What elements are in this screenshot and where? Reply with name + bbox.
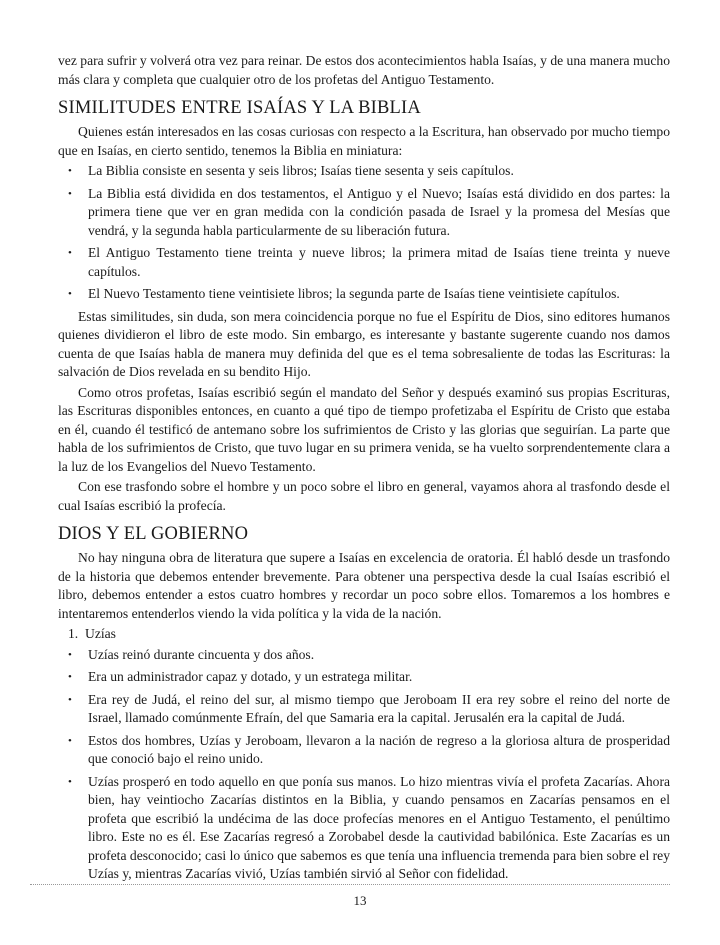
- list-item: • Era un administrador capaz y dotado, y un estratega militar.: [58, 668, 670, 687]
- page-number: 13: [353, 893, 367, 908]
- paragraph: No hay ninguna obra de literatura que supere a Isaías en excelencia de oratoria. Él habló desde un trasfondo de la historia que debemos entender brevemente. Para obtener una perspectiva desde la cual Isaías escribió el libro, debemos entender a estos cuatro hombres y recordar un poco sobre ellos. Tomaremos a los hombres e intentaremos entenderlos viendo la vida política y la vida de la nación.: [58, 550, 670, 621]
- bullet-icon: •: [68, 165, 72, 177]
- bullet-icon: •: [68, 288, 72, 300]
- list-item: • La Biblia está dividida en dos testamentos, el Antiguo y el Nuevo; Isaías está dividido en dos partes: la primera tiene que ver en gran medida con la condición pasada de Israel y la promesa del Mesías que vendrá, y la segunda habla particularmente de su liberación futura.: [68, 185, 670, 238]
- list-item: • Era rey de Judá, el reino del sur, al mismo tiempo que Jeroboam II era rey sobre el reino del norte de Israel, llamado comúnmente Efraín, del que Samaria era la capital. Jerusalén era la capital de Judá.: [68, 691, 670, 725]
- list-item: • Estos dos hombres, Uzías y Jeroboam, llevaron a la nación de regreso a la gloriosa altura de prosperidad que conoció bajo el reino unido.: [68, 732, 670, 766]
- section-heading-dios-gobierno: DIOS Y EL GOBIERNO: [58, 524, 249, 544]
- bullet-icon: •: [68, 671, 72, 683]
- list-item: • La Biblia consiste en sesenta y seis libros; Isaías tiene sesenta y seis capítulos.: [58, 162, 670, 181]
- paragraph: Quienes están interesados en las cosas curiosas con respecto a la Escritura, han observado por mucho tiempo que en Isaías, en cierto sentido, tenemos la Biblia en miniatura:: [58, 124, 670, 158]
- section-heading-similitudes: SIMILITUDES ENTRE ISAÍAS Y LA BIBLIA: [58, 98, 421, 118]
- paragraph: Estas similitudes, sin duda, son mera coincidencia porque no fue el Espíritu de Dios, sino editores humanos quienes dividieron el libro de este modo. Sin embargo, es interesante y bastante sugerente cuando nos damos cuenta de que Isaías habla de manera muy definida del que es el tema sobresaliente de todas las Escrituras: la salvación de Dios revelada en su bendito Hijo.: [58, 308, 670, 379]
- bullet-icon: •: [68, 734, 72, 747]
- intro-paragraph: vez para sufrir y volverá otra vez para reinar. De estos dos acontecimientos habla Isaías, y de una manera mucho más clara y completa que cualquier otro de los profetas del Antiguo Testamento.: [58, 53, 670, 87]
- list-number: 1.: [68, 626, 79, 641]
- bullet-icon: •: [68, 187, 72, 200]
- bullet-list-uzias: [58, 646, 670, 884]
- list-item: • El Antiguo Testamento tiene treinta y nueve libros; la primera mitad de Isaías tiene treinta y nueve capítulos.: [68, 245, 670, 279]
- bullet-icon: •: [68, 247, 72, 259]
- list-item: • El Nuevo Testamento tiene veintisiete libros; la segunda parte de Isaías tiene veintisiete capítulos.: [58, 285, 670, 304]
- bullet-icon: •: [68, 648, 72, 661]
- paragraph: Con ese trasfondo sobre el hombre y un poco sobre el libro en general, vayamos ahora al trasfondo desde el cual Isaías escribió la profecía.: [58, 479, 670, 513]
- bullet-icon: •: [68, 693, 72, 706]
- page-content: [58, 52, 670, 888]
- list-item: • Uzías reinó durante cincuenta y dos años.: [58, 646, 670, 665]
- list-item: • Uzías prosperó en todo aquello en que ponía sus manos. Lo hizo mientras vivía el profeta Zacarías. Ahora bien, hay veintiocho Zacarías distintos en la Biblia, y cuando pensamos en Zacarías pensamos en el profeta que escribió la undécima de las doce profecías menores en el Antiguo Testamento, el penúltimo libro. Este no es él. Ese Zacarías regresó a Zorobabel desde la cautividad babilónica. Este Zacarías es un profeta desconocido; casi lo único que sabemos es que tenía una influencia tremenda para bien sobre el rey Uzías y, mientras Zacarías vivió, Uzías también sirvió al Señor con fidelidad.: [68, 773, 670, 881]
- list-item-title: Uzías: [85, 626, 116, 641]
- numbered-item-heading: [58, 625, 670, 644]
- footer-divider: [30, 884, 670, 885]
- bullet-icon: •: [68, 775, 72, 788]
- bullet-list-similitudes: [58, 162, 670, 304]
- paragraph: Como otros profetas, Isaías escribió según el mandato del Señor y después examinó sus propias Escrituras, las Escrituras disponibles entonces, en cuanto a qué tipo de tiempo profetizaba el Espíritu de Cristo que estaba en él, cuando él testificó de antemano sobre los sufrimientos de Cristo y las glorias que seguirían. La parte que habla de los sufrimientos de Cristo, que tuvo lugar en su primera venida, se ha vuelto sorprendentemente clara a la luz de los Evangelios del Nuevo Testamento.: [58, 384, 670, 474]
